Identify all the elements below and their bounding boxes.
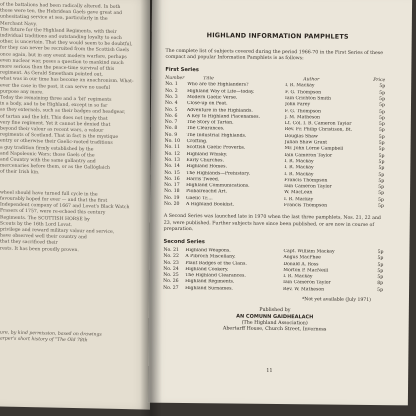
pamphlet-price: 5p: [377, 275, 384, 281]
pamphlet-author: Iain Cameron Taylor: [283, 280, 331, 286]
pamphlet-author: Iain Crichton Smith: [285, 96, 332, 102]
pamphlet-author: Rev. Fr. Philip Christison, Bt.: [284, 127, 353, 134]
pamphlet-author: I. R. Mackay: [283, 196, 314, 203]
pamphlet-price: 5p: [378, 153, 385, 159]
second-series-list: [163, 248, 387, 294]
text-line: wheel should have turned full cycle in the: [0, 190, 98, 198]
text-line: that they sacrificed their: [0, 239, 58, 247]
pamphlet-number: No. 18: [164, 189, 180, 195]
pamphlet-number: No. 7: [164, 119, 178, 126]
text-line: unhesitating service at sea, particularly in the: [0, 14, 108, 23]
pamphlet-number: No. 10: [164, 138, 181, 145]
text-line: ure, by kind permission, based on drawings: [0, 330, 102, 338]
pamphlet-title: A Highland Booklist.: [185, 202, 234, 208]
text-line: those were ten, the Hebridean Gaels gave great and: [0, 8, 123, 17]
pamphlet-number: No. 6: [164, 113, 178, 119]
pamphlet-author: I. R. Mackay: [283, 274, 313, 280]
text-line: rests. It has been proudly proven.: [0, 246, 79, 253]
text-line: regiment. As Gerald Smeetham pointed out,: [0, 70, 103, 78]
text-line: and Napoleonic Wars; those Gaels of the: [0, 151, 95, 159]
pamphlet-author: I. R. Mackay: [285, 83, 315, 89]
pamphlet-price: 5p: [378, 128, 385, 134]
pamphlet-title: The Clearances.: [186, 126, 225, 132]
pamphlet-number: No. 1: [165, 82, 178, 88]
text-line: purpose any more.: [0, 89, 44, 96]
text-line: privilege and reward military valour and service,: [0, 227, 115, 235]
text-line: more serious than the peace-time survival of this: [0, 64, 115, 72]
pamphlet-number: No. 20: [163, 201, 180, 207]
pamphlet-row: [164, 202, 388, 211]
pamphlet-number: No. 15: [164, 170, 180, 176]
pamphlet-number: No. 27: [163, 285, 179, 291]
pamphlet-price: 5p: [377, 268, 384, 274]
pamphlet-author: Mr. John Lorne Campbell: [284, 146, 344, 153]
pamphlet-title: Who are the Highlanders?: [187, 82, 249, 89]
text-line: The future for the Highland Regiments, with their: [0, 27, 117, 35]
text-line: Frasers of 1757, were re-echoed this century: [0, 208, 106, 216]
right-page: [148, 0, 412, 405]
pamphlet-author: Iain Cameron Taylor: [284, 184, 332, 190]
pamphlet-number: No. 21: [163, 247, 179, 253]
pamphlet-price: 5p: [378, 141, 385, 147]
pamphlet-price: 5p: [377, 249, 384, 256]
pamphlet-title: Close-up on Peat.: [186, 101, 228, 107]
col-author: Author: [303, 77, 320, 83]
pamphlet-price: 5p: [378, 159, 385, 166]
pamphlet-title: Highland Homes.: [186, 164, 227, 170]
pamphlet-title: Highland Communications.: [186, 183, 250, 189]
pamphlet-number: No. 8: [164, 126, 178, 132]
left-page: [0, 0, 150, 410]
pamphlet-title: Highland Way of Life—today.: [187, 88, 255, 95]
text-line: Today the remaining three and a 'bit' regiments: [0, 95, 112, 103]
text-line: beyond their valour as recent wars, a valour: [0, 126, 104, 134]
text-line: Regiments. The SCOTTISH HORSE by: [0, 214, 90, 222]
first-series-heading: First Series: [165, 67, 199, 74]
pamphlet-title: Gaelic Tr....: [185, 195, 213, 202]
pamphlet-number: No. 12: [164, 151, 180, 157]
pamphlet-price: 5p: [379, 90, 386, 96]
pamphlet-author: Capt. William Mackay: [283, 248, 335, 255]
pamphlet-title: Crofting.: [186, 139, 208, 145]
left-caption: [0, 330, 150, 346]
text-line: entry or otherwise their Gaelic-rooted traditions: [0, 138, 113, 147]
second-series-heading: Second Series: [163, 238, 205, 246]
pamphlet-price: 5p: [378, 204, 384, 210]
pamphlet-author: Lt. Col. I. B. Cameron Taylor: [284, 121, 352, 127]
pamphlet-title: Scottish Gaelic Proverbs.: [186, 145, 246, 152]
publisher-subtitle: (The Highland Association): [241, 320, 308, 327]
pamphlet-number: No. 3: [165, 94, 178, 100]
text-line: arper's short history of "The Old 78th: [0, 336, 88, 344]
publisher-address: Abertarff House, Church Street, Inverness: [222, 326, 327, 333]
page-title: HIGHLAND INFORMATION PAMPHLETS: [206, 31, 349, 41]
text-line: what was in our time has become an anachronism. What-: [0, 76, 134, 85]
col-number: Number: [165, 76, 185, 82]
pamphlet-author: F. G. Thompson: [285, 89, 322, 96]
pamphlet-price: 5p: [378, 122, 385, 128]
text-line: even nuclear war, poses a question to mankind much: [0, 58, 124, 66]
text-line: individual traditions and outstanding loyalty to each: [0, 33, 122, 42]
pamphlet-row: [163, 286, 387, 295]
pamphlet-author: F. G. Thompson: [284, 108, 321, 115]
text-line: ever the case in the past, it can serve no useful: [0, 83, 111, 91]
col-title: Title: [203, 76, 214, 82]
pamphlet-price: 5p: [378, 191, 385, 197]
availability-note: *Not yet available (July 1971): [301, 297, 371, 303]
pamphlet-author: Francis Thompson: [283, 203, 328, 209]
intro-paragraph: The complete list of subjects covered during the period 1966-70 in the First Series of these compact and popular Information Pamphlets is as follows:: [165, 48, 384, 62]
pamphlet-number: No. 25: [163, 272, 179, 279]
pamphlet-price: 8p: [377, 281, 384, 287]
pamphlet-number: No. 4: [164, 101, 178, 107]
pamphlet-author: Angus MacPhee: [283, 255, 321, 261]
pamphlet-author: John Farey: [284, 102, 311, 108]
pamphlet-title: The Industrial Highlands.: [186, 132, 247, 139]
pamphlet-number: No. 24: [163, 266, 179, 272]
second-series-paragraph: A Second Series was launched late in 1970 when the last three pamphlets, Nos. 21, 22 and 23, were published. Further subjects have since been published, or are now in course of preparation.: [163, 214, 381, 232]
pamphlet-author: Julian Shaw Grant: [284, 140, 328, 146]
gutter-shadow: [140, 0, 162, 416]
pamphlet-number: No. 13: [164, 157, 180, 163]
pamphlet-title: Modern Gaelic Verse.: [187, 95, 238, 101]
col-price: Price: [373, 78, 386, 84]
text-line: Merchant Navy.: [0, 21, 37, 27]
text-line: of tartan and the kilt. This does not imply that: [0, 114, 108, 122]
pamphlet-number: No. 11: [164, 145, 181, 151]
pamphlet-title: The Highland Clearances.: [185, 273, 246, 279]
text-line: and Country with the same gallantry and: [0, 157, 96, 165]
text-line: of their Irish kin.: [0, 169, 40, 176]
pamphlet-title: The Story of Tartan.: [186, 120, 234, 126]
pamphlet-title: Highland Whisky.: [186, 151, 228, 158]
pamphlet-author: Francis Thompson: [284, 177, 328, 184]
text-line: in a body, and to be Highland, except in so far: [0, 101, 108, 109]
pamphlet-title: Piobaireachd Art.: [186, 189, 227, 195]
text-line: of the battalions had been radically altered. In both: [0, 2, 121, 11]
left-body-text-2: [0, 176, 150, 255]
text-line: regiments of Scotland. That in fact is the mystique: [0, 132, 119, 141]
pamphlet-price: 5p: [378, 197, 385, 203]
publisher-name: AN COMUNN GAIDHEALACH: [236, 313, 314, 321]
pamphlet-price: 5p: [377, 256, 384, 262]
pamphlet-title: Highland Regiments.: [185, 279, 235, 285]
pamphlet-number: No. 16: [164, 176, 180, 182]
pamphlet-author: Morton P. MacNeill: [283, 267, 329, 274]
text-line: favourably hoped for ever — and that the first: [0, 196, 108, 204]
text-line: Independent company of 1667 and Lovat's Black Watch: [0, 202, 130, 211]
pamphlet-title: Plant Badges of the Clans.: [185, 260, 247, 267]
pamphlet-author: I. R. Mackay: [284, 171, 314, 177]
pamphlet-price: 5p: [379, 103, 386, 109]
pamphlet-number: No. 9: [164, 132, 178, 138]
pamphlet-title: A Key to Highland Placenames.: [186, 113, 260, 120]
text-line: mercenaries before them, or as the Gallóglaich: [0, 163, 110, 172]
pamphlet-price: 5p: [377, 287, 384, 293]
text-line: other, is uncertain. That they would seem to be doubtful,: [0, 39, 133, 48]
pamphlet-author: W. MacLean: [284, 190, 313, 196]
text-line: a guy tradition firmly established by the: [0, 145, 94, 153]
first-series-list: [164, 82, 389, 210]
publisher-block: [163, 307, 387, 335]
pamphlet-price: 5p: [378, 115, 385, 121]
pamphlet-number: No. 14: [164, 164, 180, 170]
text-line: have observed well their country and: [0, 233, 87, 241]
pamphlet-number: No. 17: [164, 182, 180, 189]
pamphlet-author: I. R. Mackay: [284, 165, 314, 171]
pamphlet-title: A Pibroch Miscellany.: [185, 254, 236, 260]
pamphlet-title: Highland Cookery.: [185, 266, 229, 273]
pamphlet-price: 5p: [379, 84, 386, 90]
pamphlet-author: J. M. Matheson: [284, 114, 320, 121]
pamphlet-author: Donald A. Ross: [283, 261, 319, 267]
text-line: very fine regiment. Yet it cannot be denied that: [0, 120, 111, 128]
pamphlet-title: Adventure in the Highlands.: [186, 107, 253, 114]
pamphlet-price: 5p: [378, 166, 385, 172]
pamphlet-title: Highland Weapons.: [185, 247, 231, 254]
published-by: Published by: [259, 307, 291, 314]
pamphlet-price: 5p: [378, 172, 385, 178]
pamphlet-number: No. 22: [163, 254, 179, 260]
pamphlet-author: Rev. W. Matheson: [283, 286, 325, 293]
text-line: for they can never be recruited from the Scottish Gaels: [0, 45, 130, 54]
pamphlet-title: Harris Tweed.: [186, 176, 220, 183]
text-line: once again, but in any event modern warfare, perhaps: [0, 52, 127, 60]
pamphlet-number: No. 26: [163, 279, 179, 285]
pamphlet-title: Early Churches.: [186, 157, 224, 164]
text-line: Scouts by the 16th Lord Lovat.: [0, 221, 73, 228]
pamphlet-author: Douglas Shaw: [284, 133, 318, 140]
pamphlet-price: 5p: [378, 134, 385, 140]
pamphlet-number: No. 2: [165, 88, 178, 94]
pamphlet-price: 5p: [378, 147, 385, 153]
pamphlet-price: 5p: [377, 262, 384, 268]
pamphlet-author: I. R. Mackay: [284, 159, 314, 165]
pamphlet-price: 5p: [378, 178, 385, 184]
pamphlet-price: 5p: [379, 109, 385, 115]
text-line: as they externals, such as their badges and headgear,: [0, 107, 126, 116]
pamphlet-number: No. 5: [164, 107, 178, 113]
pamphlet-author: Iain Cameron Taylor: [284, 152, 333, 159]
pamphlet-title: The Highlands—Prehistory.: [186, 170, 250, 177]
left-body-text: [0, 0, 150, 179]
pamphlet-title: Highland Surnames.: [185, 285, 233, 292]
pamphlet-price: 5p: [379, 97, 386, 103]
pamphlet-price: 5p: [378, 185, 385, 191]
pamphlet-number: No. 19: [163, 195, 180, 201]
pamphlet-number: No. 23: [163, 260, 179, 266]
page-number: 11: [266, 367, 273, 374]
